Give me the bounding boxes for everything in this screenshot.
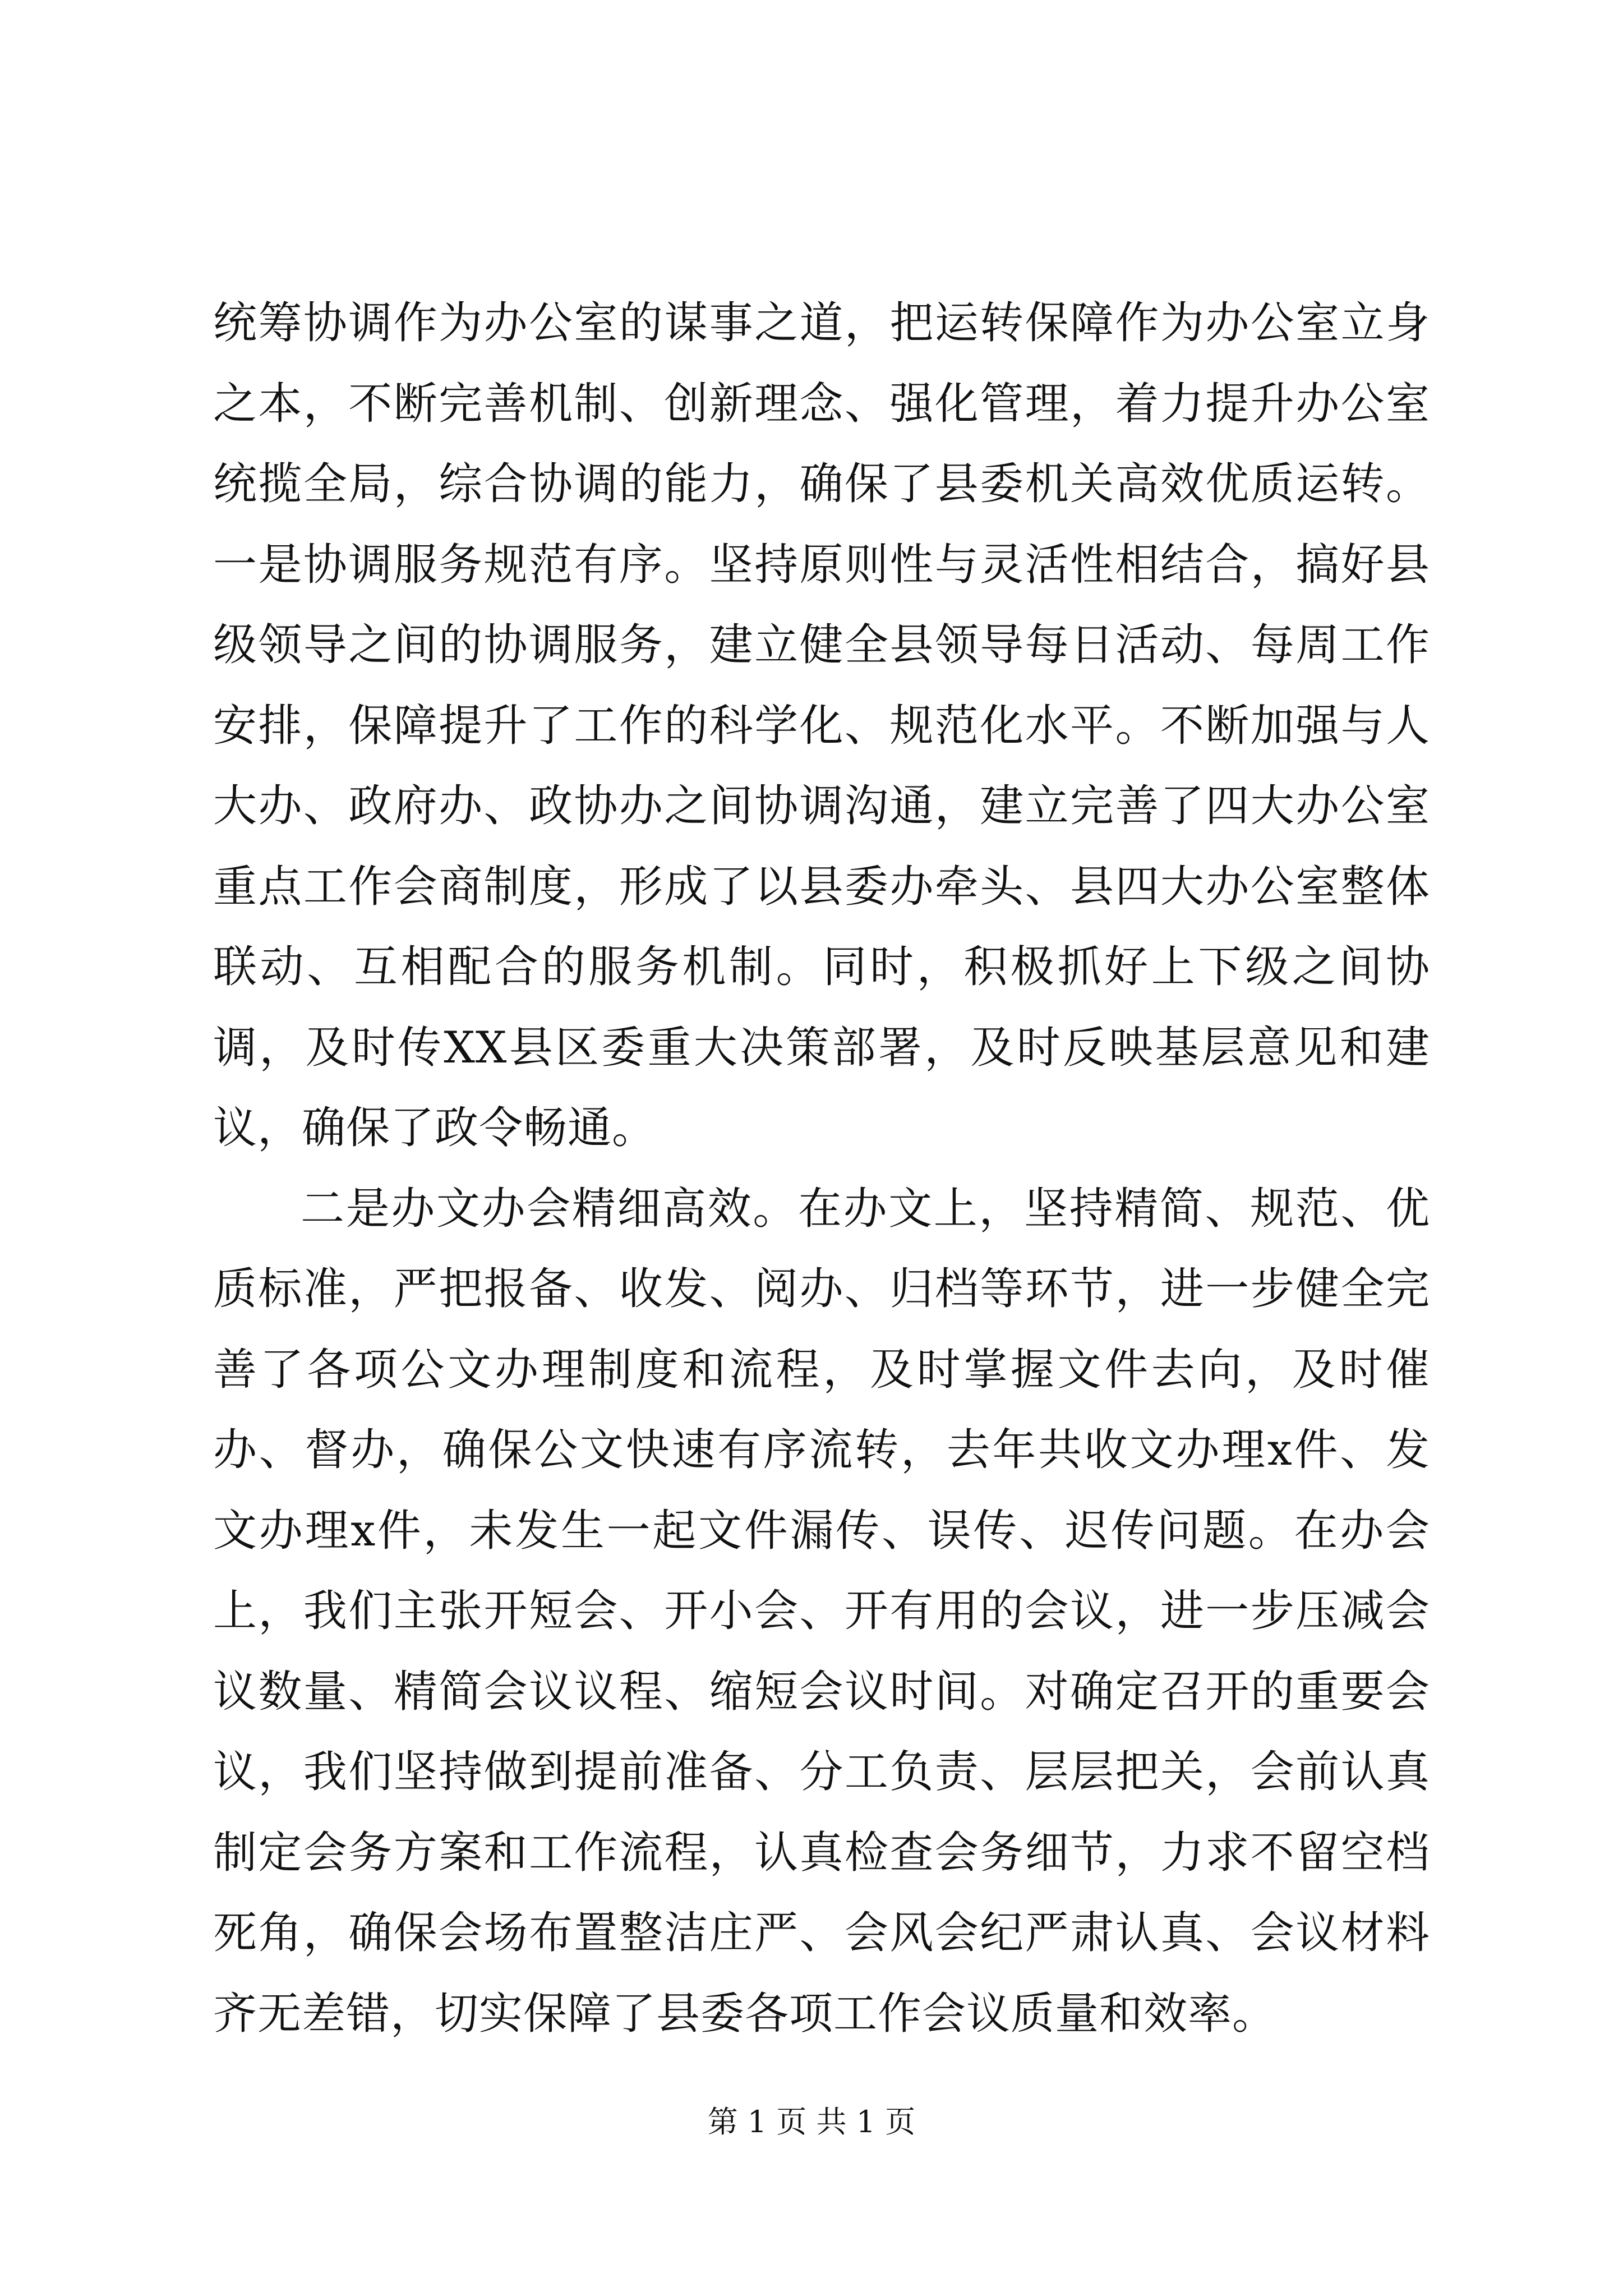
page-footer: 第 1 页 共 1 页 bbox=[707, 2104, 916, 2139]
document-body bbox=[213, 283, 1430, 2054]
paragraph-1: 统筹协调作为办公室的谋事之道，把运转保障作为办公室立身之本，不断完善机制、创新理念、强化管理，着力提升办公室统揽全局，综合协调的能力，确保了县委机关高效优质运转。一是协调服务规范有序。坚持原则性与灵活性相结合，搞好县级领导之间的协调服务，建立健全县领导每日活动、每周工作安排，保障提升了工作的科学化、规范化水平。不断加强与人大办、政府办、政协办之间协调沟通，建立完善了四大办公室重点工作会商制度，形成了以县委办牵头、县四大办公室整体联动、互相配合的服务机制。同时，积极抓好上下级之间协调，及时传XX县区委重大决策部署，及时反映基层意见和建议，确保了政令畅通。 bbox=[213, 298, 1430, 1153]
paragraph-2: 二是办文办会精细高效。在办文上，坚持精简、规范、优质标准，严把报备、收发、阅办、归档等环节，进一步健全完善了各项公文办理制度和流程，及时掌握文件去向，及时催办、督办，确保公文快速有序流转，去年共收文办理x件、发文办理x件，未发生一起文件漏传、误传、迟传问题。在办会上，我们主张开短会、开小会、开有用的会议，进一步压减会议数量、精简会议议程、缩短会议时间。对确定召开的重要会议，我们坚持做到提前准备、分工负责、层层把关，会前认真制定会务方案和工作流程，认真检查会务细节，力求不留空档死角，确保会场布置整洁庄严、会风会纪严肃认真、会议材料齐无差错，切实保障了县委各项工作会议质量和效率。 bbox=[213, 1183, 1430, 2039]
